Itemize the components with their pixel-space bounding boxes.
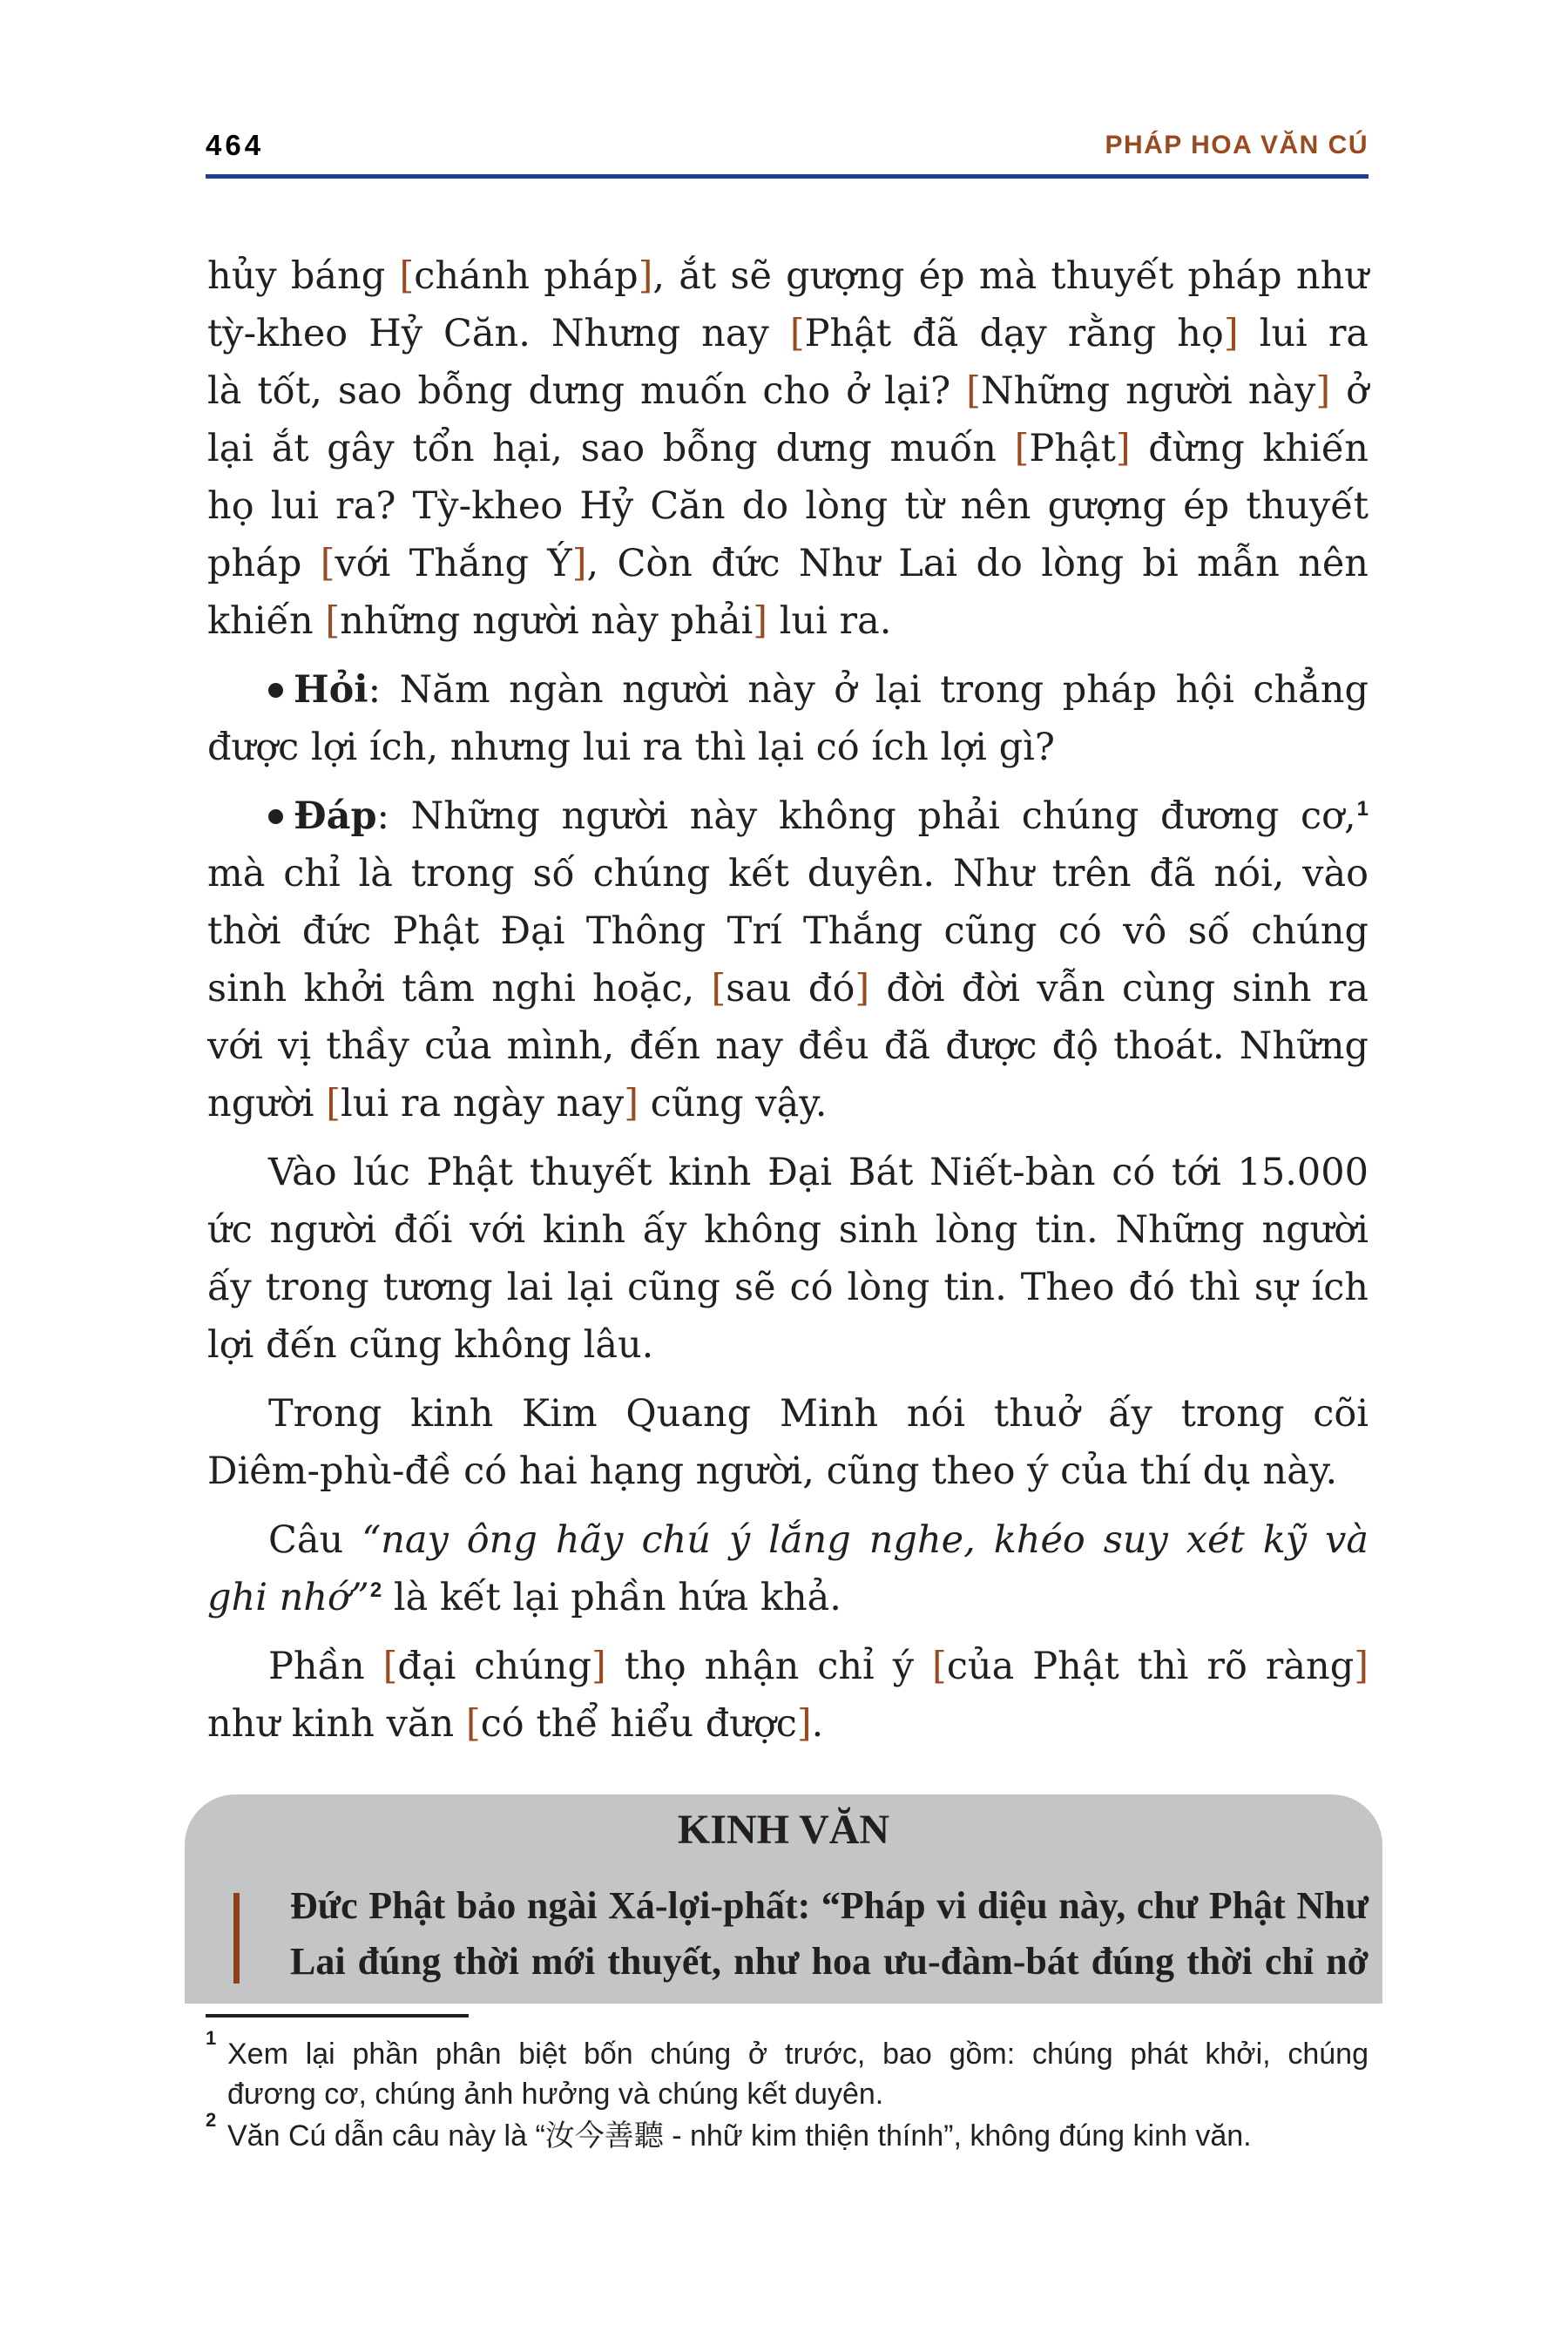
line-content: [207, 1695, 823, 1753]
close-bracket: ]: [1354, 1645, 1369, 1688]
body-paragraph: [207, 1385, 1369, 1500]
line-content: [207, 535, 1369, 592]
text-line: [207, 1075, 1369, 1132]
text-run: sinh khởi tâm nghi hoặc,: [207, 967, 712, 1010]
running-title: PHÁP HOA VĂN CÚ: [1105, 131, 1369, 159]
text-line: [207, 1316, 1369, 1374]
footnote-ref[interactable]: 2: [369, 1578, 382, 1602]
text-run: cũng vậy.: [638, 1082, 828, 1125]
text-run: ấy trong tương lai lại cũng sẽ có lòng tin. Theo đó thì sự ích: [207, 1266, 1369, 1309]
line-content: [207, 1201, 1369, 1259]
line-content: [207, 719, 1055, 776]
text-run: .: [811, 1702, 824, 1746]
quoted-text: ghi nhớ”: [207, 1576, 369, 1619]
footnote-separator: [206, 2014, 469, 2017]
text-line: [207, 305, 1369, 362]
text-line: [207, 247, 1369, 305]
line-content: [207, 1569, 841, 1632]
scripture-text: [290, 1878, 1369, 1990]
open-bracket: [: [1014, 427, 1030, 470]
close-bracket: ]: [796, 1702, 812, 1746]
text-line: [207, 1259, 1369, 1316]
text-line: [207, 1569, 1369, 1626]
text-run: đời đời vẫn cùng sinh ra: [869, 967, 1369, 1010]
line-content: [207, 1017, 1369, 1075]
text-line: [227, 2034, 1369, 2074]
text-run: của Phật thì rõ ràng: [946, 1645, 1355, 1688]
text-run: thời đức Phật Đại Thông Trí Thắng cũng có vô số chúng: [207, 909, 1369, 953]
text-run: sau đó: [726, 967, 855, 1010]
body-paragraph: [207, 661, 1369, 776]
line-content: [268, 787, 1369, 851]
text-run: , Còn đức Như Lai do lòng bi mẫn nên: [586, 542, 1369, 585]
close-bracket: ]: [1223, 312, 1239, 355]
footnotes: [206, 2027, 1369, 2156]
line-content: [207, 477, 1369, 535]
text-run: , ắt sẽ gượng ép mà thuyết pháp như: [652, 254, 1369, 298]
text-run: là tốt, sao bỗng dưng muốn cho ở lại?: [207, 369, 967, 413]
footnote-ref[interactable]: 1: [1356, 797, 1369, 821]
close-bracket: ]: [1315, 369, 1331, 413]
close-bracket: ]: [571, 542, 587, 585]
line-content: [207, 1259, 1369, 1316]
text-run: Đức Phật bảo ngài Xá-lợi-phất: “Pháp vi diệu này, chư Phật Như: [290, 1884, 1369, 1927]
line-content: [290, 1934, 1369, 1990]
bullet-icon: [268, 683, 283, 698]
open-bracket: [: [711, 967, 727, 1010]
text-run: lui ra.: [767, 599, 892, 643]
text-run: Trong kinh Kim Quang Minh nói thuở ấy trong cõi: [268, 1392, 1369, 1436]
text-run: với Thắng Ý: [335, 542, 572, 585]
line-content: [207, 362, 1369, 420]
text-line: [207, 787, 1369, 845]
line-content: [207, 845, 1369, 902]
text-run: họ lui ra? Tỳ-kheo Hỷ Căn do lòng từ nên gượng ép thuyết: [207, 484, 1369, 528]
text-run: ở: [1330, 369, 1369, 413]
text-run: Câu: [268, 1518, 362, 1562]
body-paragraph: [207, 787, 1369, 1132]
text-line: [207, 1443, 1369, 1500]
text-run: hủy báng: [207, 254, 400, 298]
text-line: [207, 1511, 1369, 1569]
text-run: những người này phải: [340, 599, 754, 643]
text-run: lui ra: [1238, 312, 1369, 355]
bullet-icon: [268, 809, 283, 824]
text-line: [290, 1934, 1369, 1990]
text-line: [207, 1201, 1369, 1259]
text-run: chánh pháp: [414, 254, 639, 298]
line-content: [207, 902, 1369, 960]
term-label: Đáp: [294, 794, 377, 838]
text-line: [207, 1017, 1369, 1075]
text-run: Diêm-phù-đề có hai hạng người, cũng theo ý của thí dụ này.: [207, 1450, 1338, 1493]
text-run: là kết lại phần hứa khả.: [382, 1576, 841, 1619]
open-bracket: [: [399, 254, 415, 298]
text-line: [207, 902, 1369, 960]
line-content: [268, 661, 1369, 719]
text-run: : Những người này không phải chúng đương cơ,: [376, 794, 1356, 838]
footnote-marker: 2: [206, 2109, 217, 2131]
line-content: [207, 420, 1369, 477]
text-run: Phật đã dạy rằng họ: [804, 312, 1224, 355]
text-line: [207, 477, 1369, 535]
text-run: người: [207, 1082, 327, 1125]
open-bracket: [: [325, 599, 341, 643]
line-content: [207, 1075, 827, 1132]
text-run: Phật: [1029, 427, 1116, 470]
text-run: Phần: [268, 1645, 383, 1688]
body-paragraph: [207, 1511, 1369, 1626]
text-run: với vị thầy của mình, đến nay đều đã được độ thoát. Những: [207, 1024, 1369, 1068]
open-bracket: [: [966, 369, 981, 413]
text-run: có thể hiểu được: [480, 1702, 797, 1746]
header-rule: [206, 174, 1369, 179]
close-bracket: ]: [1115, 427, 1131, 470]
text-line: [227, 2074, 1369, 2114]
page-number: 464: [206, 129, 265, 161]
body-paragraph: [207, 1144, 1369, 1374]
text-run: thọ nhận chỉ ý: [605, 1645, 933, 1688]
text-run: đương cơ, chúng ảnh hưởng và chúng kết duyên.: [227, 2078, 884, 2111]
quoted-text: “nay ông hãy chú ý lắng nghe, khéo suy xét kỹ và: [362, 1518, 1369, 1562]
text-line: [207, 420, 1369, 477]
line-content: [207, 1443, 1337, 1500]
text-run: khiến: [207, 599, 326, 643]
text-run: Những người này: [980, 369, 1316, 413]
text-run: mà chỉ là trong số chúng kết duyên. Như trên đã nói, vào: [207, 852, 1369, 896]
text-line: [207, 1638, 1369, 1695]
text-line: [207, 1385, 1369, 1443]
scripture-heading: KINH VĂN: [677, 1807, 890, 1853]
scripture-box: [185, 1794, 1382, 2004]
line-content: [227, 2116, 1252, 2156]
line-content: [207, 960, 1369, 1017]
text-run: lại ắt gây tổn hại, sao bỗng dưng muốn: [207, 427, 1015, 470]
line-content: [227, 2074, 883, 2114]
text-run: Văn Cú dẫn câu này là “汝今善聽 - nhữ kim thiện thính”, không đúng kinh văn.: [227, 2119, 1252, 2153]
close-bracket: ]: [855, 967, 870, 1010]
close-bracket: ]: [624, 1082, 639, 1125]
line-content: [207, 305, 1369, 362]
open-bracket: [: [320, 542, 335, 585]
close-bracket: ]: [638, 254, 653, 298]
text-run: đừng khiến: [1130, 427, 1369, 470]
text-run: đại chúng: [397, 1645, 591, 1688]
open-bracket: [: [326, 1082, 341, 1125]
line-content: [268, 1144, 1369, 1201]
line-content: [207, 592, 891, 650]
text-line: [207, 661, 1369, 719]
open-bracket: [: [465, 1702, 481, 1746]
text-line: [207, 1144, 1369, 1201]
text-line: [207, 362, 1369, 420]
text-run: được lợi ích, nhưng lui ra thì lại có ích lợi gì?: [207, 726, 1055, 769]
line-content: [227, 2034, 1369, 2074]
close-bracket: ]: [753, 599, 767, 643]
text-run: Lai đúng thời mới thuyết, như hoa ưu-đàm-bát đúng thời chỉ nở: [290, 1940, 1369, 1983]
text-run: Xem lại phần phân biệt bốn chúng ở trước, bao gồm: chúng phát khởi, chúng: [227, 2038, 1369, 2071]
scripture-accent-bar: [233, 1893, 240, 1984]
text-run: ức người đối với kinh ấy không sinh lòng tin. Những người: [207, 1208, 1369, 1252]
text-line: [227, 2116, 1369, 2156]
text-line: [290, 1878, 1369, 1934]
text-run: tỳ-kheo Hỷ Căn. Nhưng nay: [207, 312, 790, 355]
line-content: [207, 1316, 653, 1374]
text-line: [207, 719, 1369, 776]
footnote-item: [206, 2027, 1369, 2114]
body-paragraph: [207, 247, 1369, 650]
line-content: [268, 1511, 1369, 1569]
text-run: như kinh văn: [207, 1702, 466, 1746]
text-run: lui ra ngày nay: [341, 1082, 625, 1125]
line-content: [268, 1385, 1369, 1443]
text-run: Vào lúc Phật thuyết kinh Đại Bát Niết-bàn có tới 15.000: [268, 1151, 1369, 1194]
open-bracket: [: [789, 312, 805, 355]
term-label: Hỏi: [294, 668, 368, 712]
body-text: [207, 247, 1369, 1764]
text-run: : Năm ngàn người này ở lại trong pháp hội chẳng: [368, 668, 1369, 712]
open-bracket: [: [382, 1645, 398, 1688]
text-line: [207, 535, 1369, 592]
text-line: [207, 960, 1369, 1017]
text-run: lợi đến cũng không lâu.: [207, 1323, 654, 1367]
text-run: pháp: [207, 542, 321, 585]
text-line: [207, 845, 1369, 902]
line-content: [290, 1878, 1369, 1934]
open-bracket: [: [932, 1645, 947, 1688]
footnote-item: [206, 2109, 1369, 2156]
body-paragraph: [207, 1638, 1369, 1753]
line-content: [268, 1638, 1369, 1695]
footnote-marker: 1: [206, 2027, 217, 2049]
text-line: [207, 592, 1369, 650]
close-bracket: ]: [591, 1645, 606, 1688]
text-line: [207, 1695, 1369, 1753]
line-content: [207, 247, 1369, 305]
